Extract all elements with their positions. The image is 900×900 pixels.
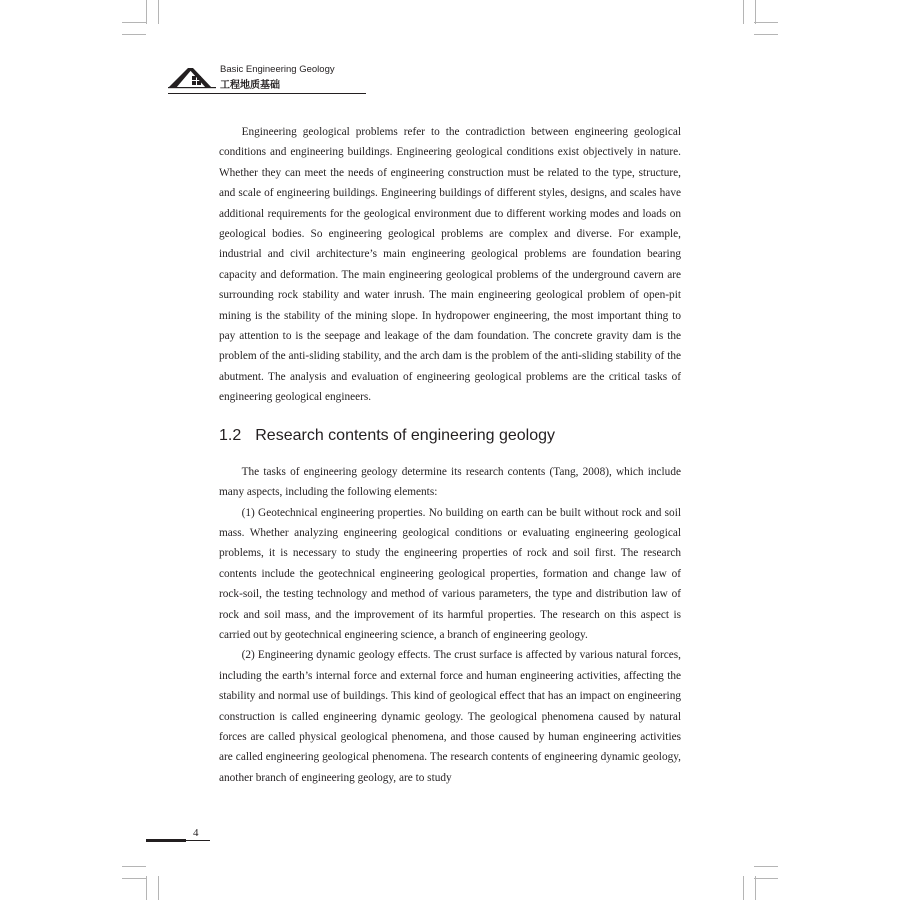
crop-mark [755, 876, 756, 900]
crop-mark [743, 0, 744, 24]
crop-mark [122, 866, 146, 867]
paragraph: The tasks of engineering geology determine its research contents (Tang, 2008), which include many aspects, including the following elements: [219, 465, 681, 499]
header-rule [168, 93, 366, 94]
crop-mark [122, 34, 146, 35]
paragraph: (2) Engineering dynamic geology effects. The crust surface is affected by various natural forces, including the earth’s internal force and external force and human engineering activities, affecting the stability and normal use of buildings. This kind of geological effect that has an impact on engineering construction is called engineering dynamic geology. The geological phenomena caused by natural forces are called physical geological phenomena, and those caused by human engineering activities are called engineering geological phenomena. The research contents of engineering dynamic geology, another branch of engineering geology, are to study [219, 649, 681, 784]
running-header [168, 60, 368, 94]
crop-mark [754, 22, 778, 23]
section-number: 1.2 [219, 426, 242, 444]
crop-mark [754, 34, 778, 35]
header-title-en: Basic Engineering Geology [220, 64, 335, 75]
section-title: Research contents of engineering geology [255, 426, 556, 444]
page-body [219, 122, 681, 788]
paragraph: (1) Geotechnical engineering properties. No building on earth can be built without rock and soil mass. Whether analyzing engineering geological conditions or evaluating engineering geological problems, it is necessary to study the engineering properties of rock and soil first. The research contents include the geotechnical engineering geological properties, formation and change law of rock-soil, the testing technology and method of various parameters, the type and distribution law of rock and soil mass, and the improvement of its harmful properties. The research on this aspect is carried out by geotechnical engineering science, a branch of engineering geology. [219, 506, 681, 641]
paragraph: Engineering geological problems refer to the contradiction between engineering geological conditions and engineering buildings. Engineering geological conditions exist objectively in nature. Whether they can meet the needs of engineering construction must be related to the type, structure, and scale of engineering buildings. Engineering buildings of different styles, designs, and scales have additional requirements for the geological environment due to different working modes and loads on geological bodies. So engineering geological problems are complex and diverse. For example, industrial and civil architecture’s main engineering geological problems are foundation bearing capacity and deformation. The main engineering geological problems of the underground cavern are surrounding rock stability and water inrush. The main engineering geological problem of open-pit mining is the stability of the mining slope. In hydropower engineering, the most important thing to pay attention to is the seepage and leakage of the dam foundation. The concrete gravity dam is the problem of the anti-sliding stability, and the arch dam is the problem of the anti-sliding stability of the abutment. The analysis and evaluation of engineering geological problems are the critical tasks of engineering geological engineers. [219, 126, 681, 404]
section-heading [219, 427, 681, 445]
crop-mark [158, 0, 159, 24]
page-number: 4 [193, 827, 199, 839]
house-logo-icon [168, 64, 216, 90]
crop-mark [122, 22, 146, 23]
header-title-zh: 工程地质基础 [220, 80, 280, 91]
footer-rule-thick [146, 839, 186, 842]
crop-mark [122, 878, 146, 879]
crop-mark [158, 876, 159, 900]
crop-mark [755, 0, 756, 24]
crop-mark [146, 0, 147, 24]
crop-mark [754, 866, 778, 867]
crop-mark [754, 878, 778, 879]
crop-mark [146, 876, 147, 900]
footer-rule-thin [186, 840, 210, 841]
crop-mark [743, 876, 744, 900]
